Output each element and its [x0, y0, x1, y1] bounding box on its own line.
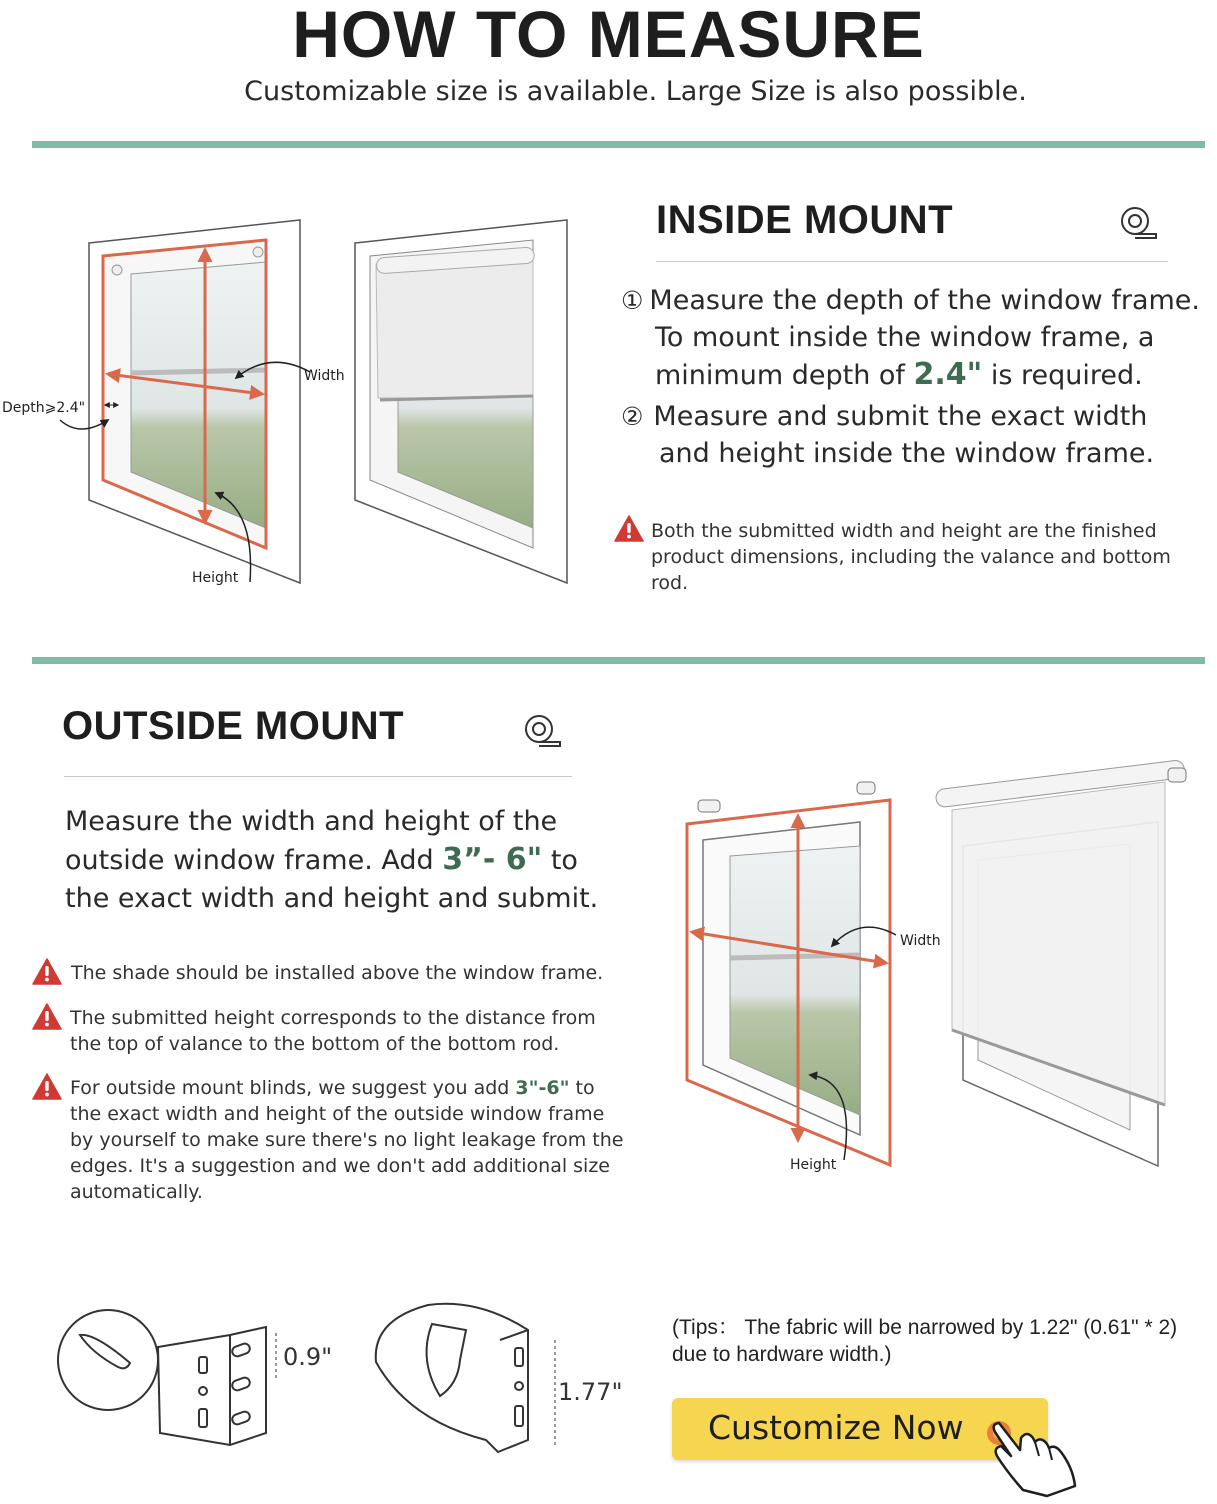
- step-1-line-3-post: is required.: [982, 360, 1143, 391]
- page-title: HOW TO MEASURE: [292, 0, 925, 71]
- outside-note-2: The submitted height corresponds to the distance from the top of valance to the bottom of the bottom rod.: [70, 1007, 596, 1055]
- inside-mount-illustration: [0, 210, 600, 600]
- outside-window-measured: [687, 782, 896, 1165]
- outside-window-with-shade: [935, 760, 1186, 1166]
- outside-mount-illustration: [660, 760, 1200, 1180]
- inside-width-label: Width: [304, 368, 345, 384]
- step-1-line-1: Measure the depth of the window frame.: [649, 285, 1200, 316]
- section-divider-top: [32, 141, 1205, 148]
- inside-mount-heading: INSIDE MOUNT: [656, 198, 954, 242]
- bracket-2-illustration: [368, 1300, 568, 1460]
- outside-height-label: Height: [790, 1157, 837, 1173]
- warning-triangle-icon: [32, 958, 62, 985]
- step-1-line-2: To mount inside the window frame, a: [655, 322, 1155, 353]
- outside-intro-line-1: Measure the width and height of the: [65, 806, 558, 837]
- outside-intro-line-2-post: to: [542, 845, 578, 876]
- inside-step-2: [621, 398, 1217, 472]
- inside-window-with-shade: [355, 220, 567, 583]
- outside-note-1: The shade should be installed above the window frame.: [71, 962, 604, 984]
- bracket-1-dimension: 0.9": [283, 1343, 333, 1371]
- inside-window-measured: [60, 220, 310, 583]
- outside-intro-line-3: the exact width and height and submit.: [65, 883, 599, 914]
- outside-mount-heading-rule: [64, 776, 572, 777]
- step-2-line-1: Measure and submit the exact width: [653, 401, 1148, 432]
- step-2-number: ②: [621, 402, 644, 431]
- warning-triangle-icon: [614, 515, 644, 542]
- outside-intro-line-2-pre: outside window frame. Add: [65, 845, 443, 876]
- warning-triangle-icon: [32, 1003, 62, 1030]
- section-divider-middle: [32, 657, 1205, 664]
- hardware-tip: (Tips： The fabric will be narrowed by 1.22" (0.61" * 2) due to hardware width.): [672, 1316, 1178, 1366]
- step-2-line-2: and height inside the window frame.: [659, 438, 1155, 469]
- add-range-value: 3”- 6": [442, 842, 543, 877]
- outside-mount-heading: OUTSIDE MOUNT: [62, 704, 405, 748]
- inside-height-label: Height: [192, 570, 239, 586]
- outside-note-3-pre: For outside mount blinds, we suggest you add: [70, 1077, 516, 1099]
- outside-width-label: Width: [900, 933, 941, 949]
- customize-now-label: Customize Now: [708, 1408, 964, 1447]
- depth-label: Depth⩾2.4": [2, 400, 86, 416]
- bracket-2-dimension: 1.77": [558, 1378, 623, 1406]
- step-1-number: ①: [621, 286, 644, 315]
- tape-measure-icon: [522, 713, 562, 749]
- step-1-line-3-pre: minimum depth of: [655, 360, 914, 391]
- outside-intro: [65, 803, 635, 918]
- pointing-hand-icon: [975, 1408, 1085, 1500]
- page-subtitle: Customizable size is available. Large Size is also possible.: [244, 76, 1027, 107]
- warning-triangle-icon: [32, 1073, 62, 1100]
- outside-note-3-post: to the exact width and height of the outside window frame by yourself to make sure there's no light leakage from the edges. It's a suggestion and we don't add additional size automatically.: [70, 1077, 624, 1203]
- outside-note-3-highlight: 3"-6": [515, 1077, 570, 1099]
- inside-step-1: [621, 282, 1217, 394]
- bracket-1-illustration: [50, 1305, 280, 1455]
- inside-mount-heading-rule: [656, 261, 1168, 262]
- tape-measure-icon: [1118, 205, 1158, 241]
- inside-note: Both the submitted width and height are the finished product dimensions, including the valance and bottom rod.: [651, 520, 1171, 594]
- min-depth-value: 2.4": [913, 357, 983, 392]
- outside-note-3: [70, 1075, 626, 1205]
